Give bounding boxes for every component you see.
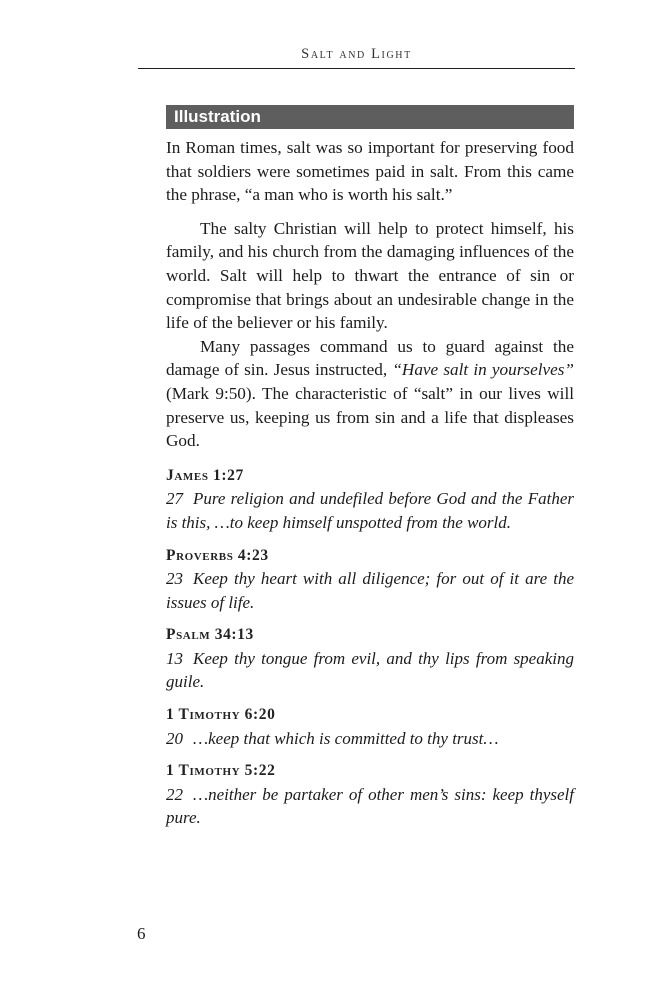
verse-body: Keep thy heart with all diligence; for out of it are the issues of life. xyxy=(166,569,574,612)
page-number: 6 xyxy=(137,924,146,943)
verse-block-1-timothy-6 xyxy=(166,703,574,750)
verse-block-james xyxy=(166,464,574,535)
running-head-title: Salt and Light xyxy=(301,46,412,62)
verse-reference: James 1:27 xyxy=(166,466,244,484)
verse-body: …keep that which is committed to thy trust… xyxy=(193,728,499,748)
verse-body: Keep thy tongue from evil, and thy lips from speaking guile. xyxy=(166,648,574,692)
verse-text xyxy=(166,727,574,751)
verse-block-proverbs xyxy=(166,544,574,615)
verse-text xyxy=(166,783,574,830)
page-content xyxy=(166,105,574,839)
paragraph-salty-christian: The salty Christian will help to protect himself, his family, and his church from the damaging influences of the world. Salt will help to thwart the entrance of sin or compromise that brings about an undesirable change in the life of the believer or his family. xyxy=(166,218,574,333)
verse-number: 27 xyxy=(166,489,183,509)
paragraph-text-after-quote: (Mark 9:50). The characteristic of “salt” in our lives will preserve us, keeping us from sin and a life that displeases God. xyxy=(166,383,574,451)
verse-reference: Proverbs 4:23 xyxy=(166,546,269,564)
verse-block-1-timothy-5 xyxy=(166,759,574,830)
paragraph-guard-against-sin xyxy=(166,335,574,453)
verse-text xyxy=(166,487,574,534)
verse-number: 20 xyxy=(166,728,183,748)
verse-reference: Psalm 34:13 xyxy=(166,626,254,644)
verse-number: 22 xyxy=(166,784,183,804)
paragraph-roman-salt: In Roman times, salt was so important for preserving food that soldiers were sometimes paid in salt. From this came the phrase, “a man who is worth his salt.” xyxy=(166,138,574,205)
verse-number: 13 xyxy=(166,648,183,668)
verse-number: 23 xyxy=(166,569,183,589)
verse-block-psalm xyxy=(166,623,574,694)
running-head xyxy=(138,40,575,69)
verse-text xyxy=(166,567,574,614)
verse-reference: 1 Timothy 5:22 xyxy=(166,762,276,780)
verse-body: Pure religion and undefiled before God and the Father is this, …to keep himself unspotted from the world. xyxy=(166,489,574,532)
paragraph-text-before-quote: Many passages command us to guard against the damage of sin. Jesus instructed, xyxy=(166,336,574,380)
illustration-heading: Illustration xyxy=(166,105,574,129)
verse-body: …neither be partaker of other men’s sins: keep thyself pure. xyxy=(166,784,574,828)
verse-reference: 1 Timothy 6:20 xyxy=(166,706,276,724)
scripture-quote: “Have salt in yourselves” xyxy=(392,360,574,380)
verse-text xyxy=(166,647,574,694)
